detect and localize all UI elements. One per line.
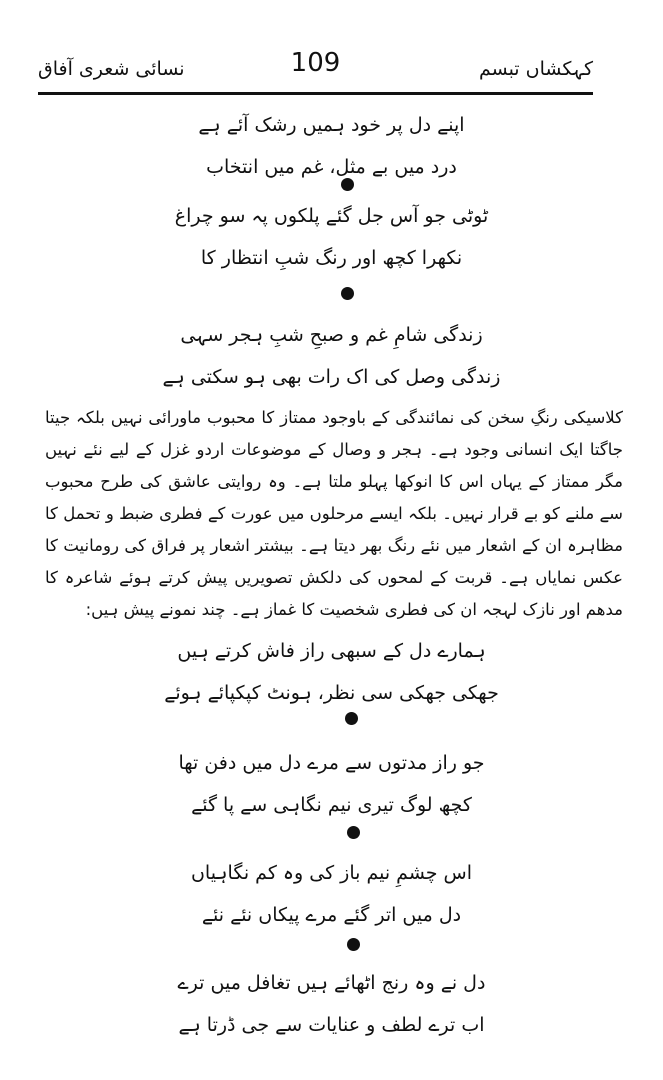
bullet-separator <box>341 178 354 191</box>
couplet-6 <box>0 852 663 936</box>
prose-paragraph: کلاسیکی رنگِ سخن کی نمائندگی کے باوجود ممتاز کا محبوب ماورائی نہیں بلکہ جیتا جاگتا ایک انسانی وجود ہے۔ ہجر و وصال کے موضوعات اردو غزل کے لیے نئے نہیں مگر ممتاز کے یہاں اس کا انوکھا پہلو ملتا ہے۔ وہ روایتی عاشق کی طرح محبوب سے ملنے کو بے قرار نہیں۔ بلکہ ایسے مرحلوں میں عورت کے فطری ضبط و تحمل کا مظاہرہ ان کے اشعار میں نئے رنگ بھر دیتا ہے۔ بیشتر اشعار پر فراق کی رومانیت کا عکس نمایاں ہے۔ قربت کے لمحوں کی دلکش تصویریں پیش کرتے ہوئے شاعرہ کا مدھم اور نازک لہجہ ان کی فطری شخصیت کا غماز ہے۔ چند نمونے پیش ہیں: <box>45 408 623 619</box>
page-header <box>38 44 593 94</box>
verse-line: ٹوٹی جو آس جل گئے پلکوں پہ سو چراغ <box>174 205 489 227</box>
bullet-separator <box>341 287 354 300</box>
couplet-7 <box>0 962 663 1046</box>
header-rule <box>38 92 593 95</box>
verse-line: کچھ لوگ تیری نیم نگاہی سے پا گئے <box>191 794 472 816</box>
bullet-separator <box>347 938 360 951</box>
verse-line: جو راز مدتوں سے مرے دل میں دفن تھا <box>178 752 485 774</box>
verse-line: زندگی وصل کی اک رات بھی ہو سکتی ہے <box>162 366 501 388</box>
verse-line: زندگی شامِ غم و صبحِ شبِ ہجر سہی <box>180 324 483 346</box>
verse-line: اب ترے لطف و عنایات سے جی ڈرتا ہے <box>178 1014 485 1036</box>
bullet-separator <box>347 826 360 839</box>
verse-line: دل میں اتر گئے مرے پیکاں نئے نئے <box>201 904 462 926</box>
bullet-separator <box>345 712 358 725</box>
verse-line: درد میں بے مثل، غم میں انتخاب <box>206 156 457 178</box>
couplet-1 <box>0 104 663 188</box>
verse-line: جھکی جھکی سی نظر، ہونٹ کپکپائے ہوئے <box>164 682 499 704</box>
book-title: کہکشاں تبسم <box>478 58 593 80</box>
verse-line: نکھرا کچھ اور رنگ شبِ انتظار کا <box>200 247 463 269</box>
chapter-title: نسائی شعری آفاق <box>38 58 185 80</box>
verse-line: دل نے وہ رنج اٹھائے ہیں تغافل میں ترے <box>177 972 486 994</box>
verse-line: اپنے دل پر خود ہمیں رشک آئے ہے <box>198 114 465 136</box>
page-number: 109 <box>290 48 341 78</box>
verse-line: ہمارے دل کے سبھی راز فاش کرتے ہیں <box>177 640 486 662</box>
couplet-3 <box>0 314 663 398</box>
couplet-5 <box>0 742 663 826</box>
couplet-4 <box>0 630 663 714</box>
couplet-2 <box>0 195 663 279</box>
verse-line: اس چشمِ نیم باز کی وہ کم نگاہیاں <box>190 862 473 884</box>
